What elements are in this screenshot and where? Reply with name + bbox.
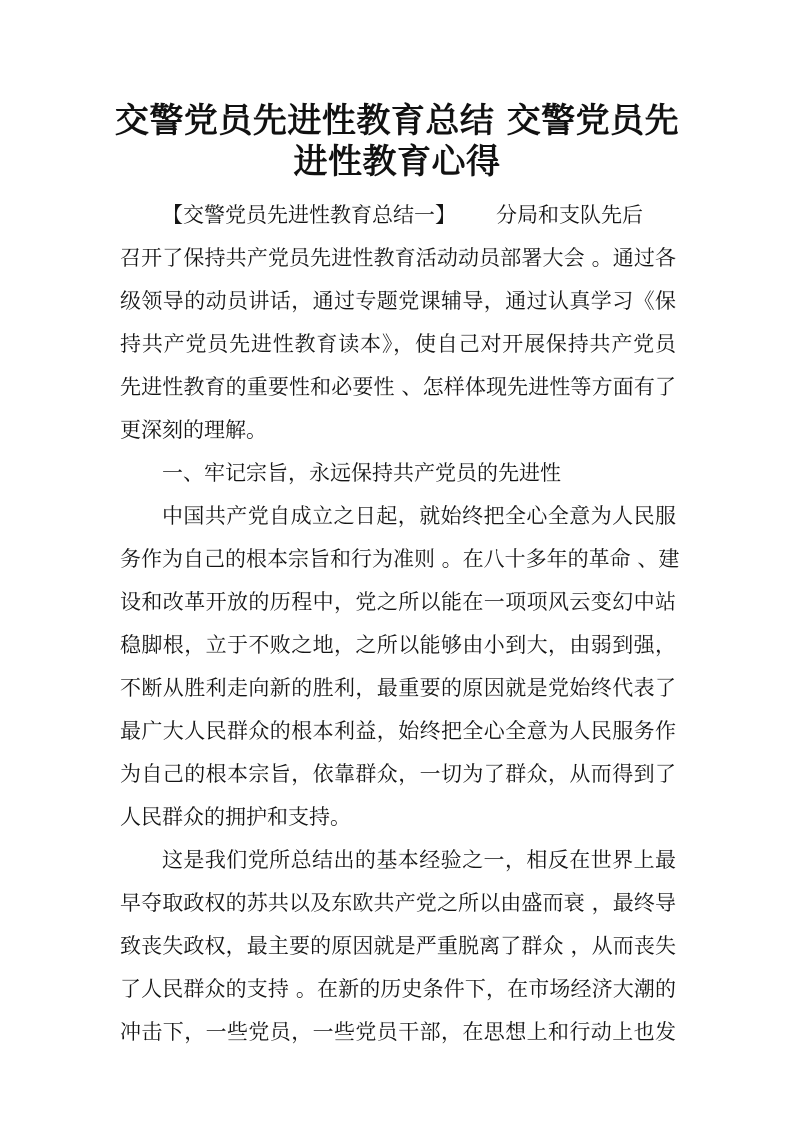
paragraph-line: 中国共产党自成立之日起，就始终把全心全意为人民服 xyxy=(162,504,676,528)
paragraph-line: 早夺取政权的苏共以及东欧共产党之所以由盛而衰 ，最终导 xyxy=(120,891,676,915)
paragraph-line: 不断从胜利走向新的胜利，最重要的原因就是党始终代表了 xyxy=(120,676,676,700)
paragraph-line: 先进性教育的重要性和必要性 、怎样体现先进性等方面有了 xyxy=(120,375,676,399)
paragraph-line: 最广大人民群众的根本利益，始终把全心全意为人民服务作 xyxy=(120,719,676,743)
paragraph-line: 人民群众的拥护和支持。 xyxy=(120,805,351,829)
paragraph-line: 持共产党员先进性教育读本》，使自己对开展保持共产党员 xyxy=(120,332,676,356)
section-heading: 一、牢记宗旨，永远保持共产党员的先进性 xyxy=(162,461,561,485)
paragraph-line: 为自己的根本宗旨，依靠群众，一切为了群众，从而得到了 xyxy=(120,762,676,786)
paragraph-text: 分局和支队先后 xyxy=(496,203,643,227)
paragraph-line xyxy=(162,201,643,229)
section-heading: 【交警党员先进性教育总结一】 xyxy=(162,203,456,227)
paragraph-line: 这是我们党所总结出的基本经验之一，相反在世界上最 xyxy=(162,848,676,872)
paragraph-line: 设和改革开放的历程中，党之所以能在一项项风云变幻中站 xyxy=(120,590,676,614)
paragraph-line: 冲击下，一些党员，一些党员干部，在思想上和行动上也发 xyxy=(120,1020,676,1044)
document-title-line-1: 交警党员先进性教育总结 交警党员先 xyxy=(114,101,680,141)
paragraph-line: 级领导的动员讲话，通过专题党课辅导，通过认真学习《保 xyxy=(120,289,676,313)
paragraph-line: 务作为自己的根本宗旨和行为准则 。在八十多年的革命 、建 xyxy=(120,547,680,571)
paragraph-line: 致丧失政权，最主要的原因就是严重脱离了群众 ，从而丧失 xyxy=(120,934,676,958)
paragraph-line: 稳脚根，立于不败之地，之所以能够由小到大，由弱到强， xyxy=(120,633,676,657)
document-title-line-2: 进性教育心得 xyxy=(293,142,501,182)
paragraph-line: 更深刻的理解。 xyxy=(120,418,267,442)
paragraph-line: 召开了保持共产党员先进性教育活动动员部署大会 。通过各 xyxy=(120,246,676,270)
paragraph-line: 了人民群众的支持 。在新的历史条件下，在市场经济大潮的 xyxy=(120,977,676,1001)
